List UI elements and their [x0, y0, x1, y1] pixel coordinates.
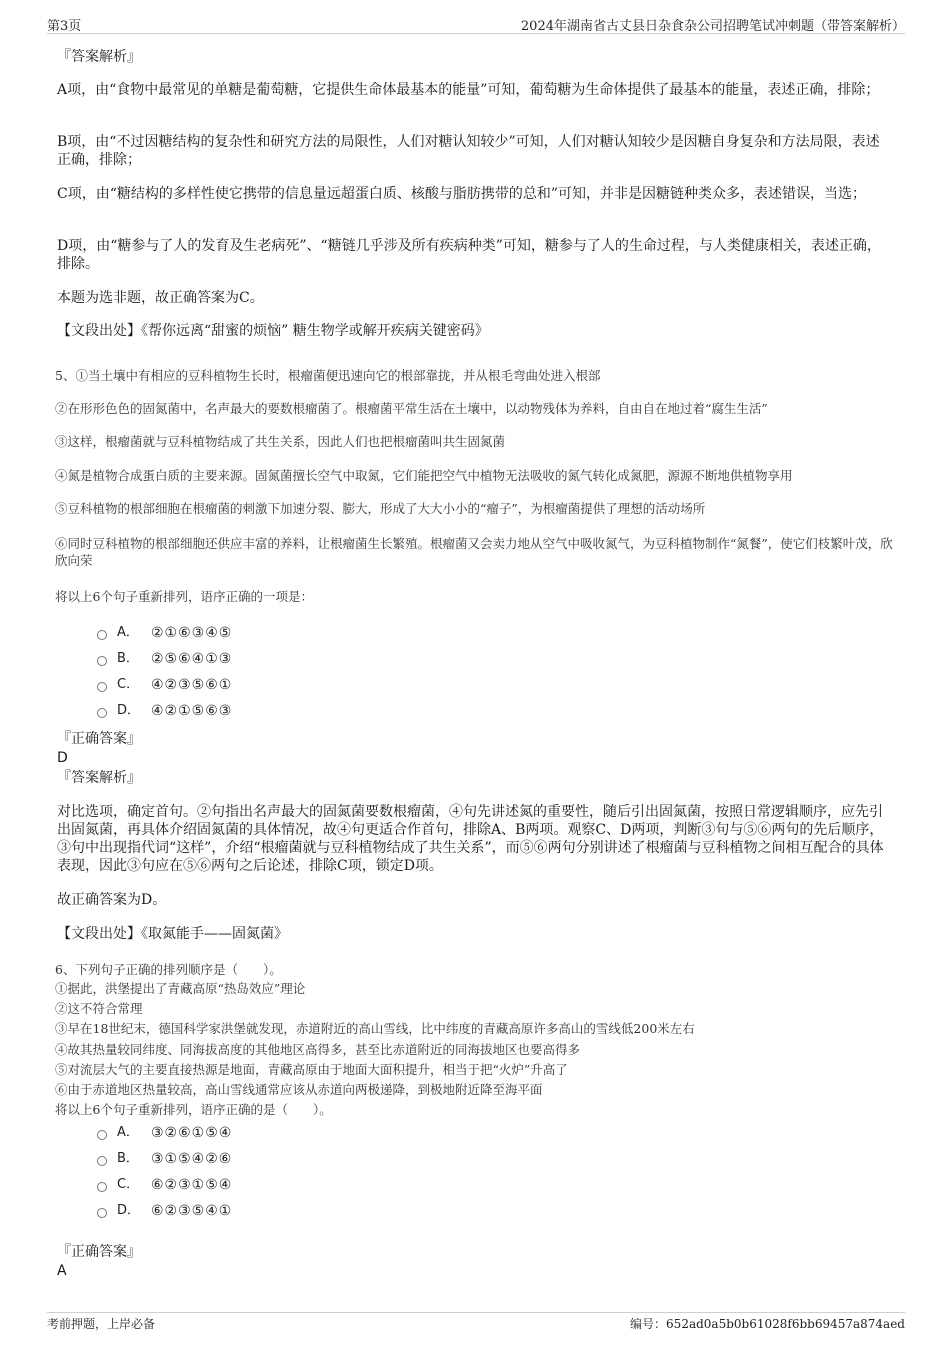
option-text: ④②③⑤⑥① [151, 677, 233, 693]
q4-analysis-b: B项，由“不过因糖结构的复杂性和研究方法的局限性，人们对糖认知较少”可知，人们对糖认知较少是因糖自身复杂和方法局限，表述正确，排除； [57, 134, 880, 168]
q6-sentence-4: ④故其热量较同纬度、同海拔高度的其他地区高得多，甚至比赤道附近的同海拔地区也要高得多 [55, 1042, 581, 1057]
radio-icon[interactable] [97, 1208, 107, 1218]
q5-correct-label: 『正确答案』 [57, 731, 141, 747]
option-letter: D． [117, 1203, 141, 1218]
option-letter: D． [117, 703, 141, 718]
q4-analysis-a: A项，由“食物中最常见的单糖是葡萄糖，它提供生命体最基本的能量”可知，葡萄糖为生命体提供了最基本的能量，表述正确，排除； [57, 82, 880, 98]
option-text: ⑥②③①⑤④ [151, 1177, 233, 1193]
option-letter: C． [117, 1177, 140, 1192]
footer-slogan: 考前押题，上岸必备 [47, 1317, 156, 1331]
q5-sentence-1: 5、①当土壤中有相应的豆科植物生长时，根瘤菌便迅速向它的根部靠拢，并从根毛弯曲处进入根部 [55, 368, 601, 383]
option-letter: B． [117, 651, 139, 666]
document-title: 2024年湖南省古丈县日杂食杂公司招聘笔试冲刺题（带答案解析） [520, 19, 905, 34]
q6-option-a[interactable] [97, 1124, 232, 1142]
q5-conclusion: 故正确答案为D。 [57, 892, 167, 908]
q6-question: 6、下列句子正确的排列顺序是（ ）。 [55, 962, 282, 977]
radio-icon[interactable] [97, 682, 107, 692]
option-letter: A． [117, 1125, 139, 1140]
q5-sentence-4: ④氮是植物合成蛋白质的主要来源。固氮菌擅长空气中取氮，它们能把空气中植物无法吸收的氮气转化成氮肥，源源不断地供植物享用 [55, 468, 793, 483]
q5-sentence-2: ②在形形色色的固氮菌中，名声最大的要数根瘤菌了。根瘤菌平常生活在土壤中，以动物残体为养料，自由自在地过着“腐生生活” [55, 401, 768, 416]
q4-analysis-c: C项，由“糖结构的多样性使它携带的信息量远超蛋白质、核酸与脂肪携带的总和”可知，并非是因糖链种类众多，表述错误，当选； [57, 186, 867, 202]
option-letter: B． [117, 1151, 139, 1166]
q6-sentence-6: ⑥由于赤道地区热量较高，高山雪线通常应该从赤道向两极递降，到极地附近降至海平面 [55, 1082, 543, 1097]
q5-sentence-5: ⑤豆科植物的根部细胞在根瘤菌的刺激下加速分裂、膨大，形成了大大小小的“瘤子”，为根瘤菌提供了理想的活动场所 [55, 501, 706, 516]
q5-option-a[interactable] [97, 624, 232, 642]
q6-option-c[interactable] [97, 1176, 232, 1194]
q5-correct-value: D [57, 750, 68, 766]
q4-analysis-d: D项，由“糖参与了人的发育及生老病死”、“糖链几乎涉及所有疾病种类”可知，糖参与了人的生命过程，与人类健康相关，表述正确，排除。 [57, 238, 881, 272]
q6-prompt: 将以上6个句子重新排列，语序正确的是（ ）。 [55, 1102, 332, 1117]
q5-analysis: 对比选项，确定首句。②句指出名声最大的固氮菌要数根瘤菌，④句先讲述氮的重要性，随后引出固氮菌，按照日常逻辑顺序，应先引出固氮菌，再具体介绍固氮菌的具体情况，故④句更适合作首句，排除A、B两项。观察C、D两项，判断③句与⑤⑥两句的先后顺序，③句中出现指代词“这样”，介绍“根瘤菌就与豆科植物结成了共生关系”，而⑤⑥两句分别讲述了根瘤菌与豆科植物之间相互配合的具体表现，因此③句应在⑤⑥两句之后论述，排除C项，锁定D项。 [57, 804, 884, 874]
q6-sentence-2: ②这不符合常理 [55, 1001, 143, 1016]
footer-divider [47, 1312, 905, 1313]
option-text: ②①⑥③④⑤ [151, 625, 233, 641]
q6-sentence-5: ⑤对流层大气的主要直接热源是地面，青藏高原由于地面大面积提升，相当于把“火炉”升高了 [55, 1062, 568, 1077]
option-letter: A． [117, 625, 139, 640]
q4-analysis-label: 『答案解析』 [57, 49, 141, 65]
radio-icon[interactable] [97, 630, 107, 640]
option-text: ⑥②③⑤④① [151, 1203, 233, 1219]
document-code: 编号：652ad0a5b0b61028f6bb69457a874aed [630, 1317, 905, 1331]
q5-sentence-3: ③这样，根瘤菌就与豆科植物结成了共生关系，因此人们也把根瘤菌叫共生固氮菌 [55, 434, 506, 449]
radio-icon[interactable] [97, 1156, 107, 1166]
q6-correct-label: 『正确答案』 [57, 1244, 141, 1260]
q5-analysis-label: 『答案解析』 [57, 770, 141, 786]
option-text: ③①⑤④②⑥ [151, 1151, 233, 1167]
q6-option-b[interactable] [97, 1150, 232, 1168]
option-letter: C． [117, 677, 140, 692]
q5-prompt: 将以上6个句子重新排列，语序正确的一项是： [55, 589, 313, 604]
q4-source: 【文段出处】《帮你远离“甜蜜的烦恼” 糖生物学或解开疾病关键密码》 [57, 323, 489, 339]
header-divider [47, 33, 905, 34]
q6-correct-value: A [57, 1263, 67, 1279]
radio-icon[interactable] [97, 708, 107, 718]
q6-option-d[interactable] [97, 1202, 232, 1220]
q6-sentence-3: ③早在18世纪末，德国科学家洪堡就发现，赤道附近的高山雪线，比中纬度的青藏高原许多高山的雪线低200米左右 [55, 1021, 695, 1036]
option-text: ③②⑥①⑤④ [151, 1125, 233, 1141]
page-number: 第3页 [47, 19, 82, 34]
option-text: ②⑤⑥④①③ [151, 651, 233, 667]
option-text: ④②①⑤⑥③ [151, 703, 233, 719]
q4-conclusion: 本题为选非题，故正确答案为C。 [57, 290, 264, 306]
radio-icon[interactable] [97, 1130, 107, 1140]
q6-sentence-1: ①据此，洪堡提出了青藏高原“热岛效应”理论 [55, 981, 306, 996]
q5-option-b[interactable] [97, 650, 232, 668]
q5-source: 【文段出处】《取氮能手——固氮菌》 [57, 926, 288, 942]
q5-option-d[interactable] [97, 702, 232, 720]
q5-option-c[interactable] [97, 676, 232, 694]
q5-sentence-6: ⑥同时豆科植物的根部细胞还供应丰富的养料，让根瘤菌生长繁殖。根瘤菌又会卖力地从空气中吸收氮气，为豆科植物制作“氮餐”，使它们枝繁叶茂，欣欣向荣 [55, 536, 893, 568]
radio-icon[interactable] [97, 656, 107, 666]
radio-icon[interactable] [97, 1182, 107, 1192]
